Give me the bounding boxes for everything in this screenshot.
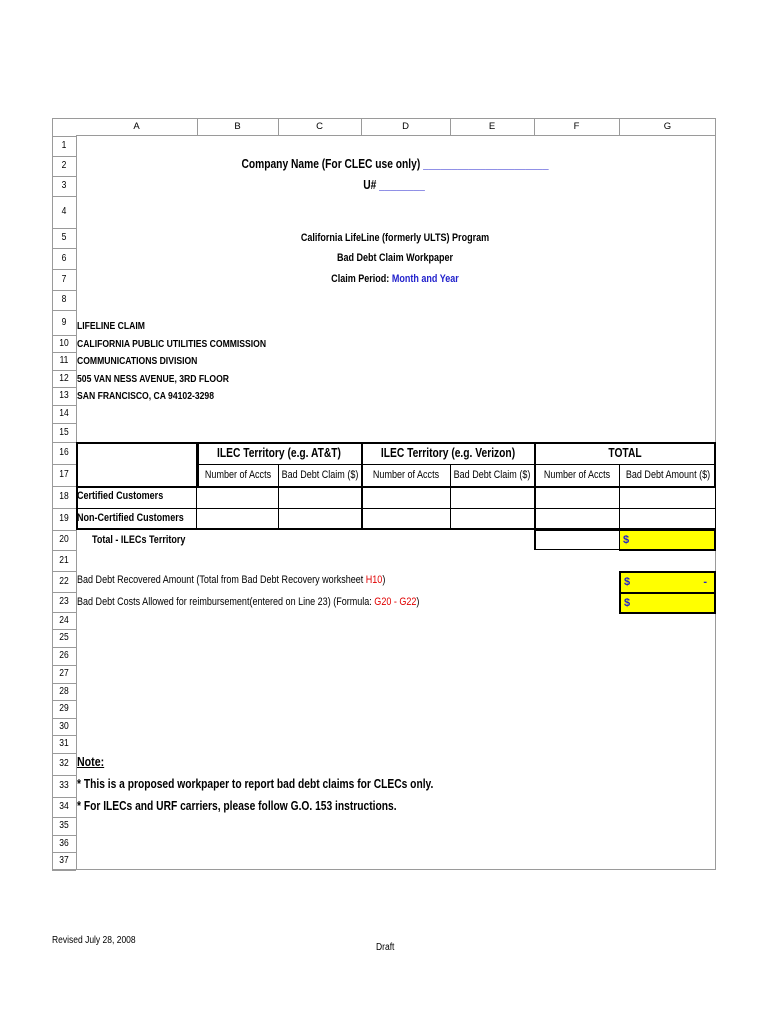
recovered-dollar: $ <box>624 576 631 588</box>
table-col-divider-e <box>450 464 451 530</box>
row-divider <box>52 508 76 509</box>
address-line: SAN FRANCISCO, CA 94102-3298 <box>77 390 215 402</box>
cell-att-certified-accts[interactable] <box>199 488 277 507</box>
row-divider <box>52 228 76 229</box>
row-number[interactable]: 19 <box>59 513 69 524</box>
row-number[interactable]: 18 <box>59 491 69 502</box>
row-number[interactable]: 26 <box>59 650 69 661</box>
allowed-line <box>77 596 419 608</box>
row-divider <box>52 665 76 666</box>
note-line-2: * For ILECs and URF carriers, please follow G.O. 153 instructions. <box>77 799 397 813</box>
total-accts-cell[interactable] <box>534 530 620 550</box>
claim-period-line <box>331 273 459 285</box>
recovered-ref: H10 <box>365 574 383 586</box>
u-number-line <box>363 178 425 192</box>
row-number[interactable]: 21 <box>59 554 69 566</box>
table-header-divider <box>197 464 716 465</box>
note-line-1: * This is a proposed workpaper to report bad debt claims for CLECs only. <box>77 777 434 791</box>
allowed-label: Bad Debt Costs Allowed for reimbursement(entered on Line 23) (Formula: <box>77 596 375 608</box>
row-divider <box>52 775 76 776</box>
row-number[interactable]: 34 <box>59 801 69 812</box>
row-divider <box>52 387 76 388</box>
row-divider <box>52 797 76 798</box>
allowed-ref: G20 - G22 <box>374 596 417 608</box>
address-line: CALIFORNIA PUBLIC UTILITIES COMMISSION <box>77 338 267 350</box>
row-divider <box>52 530 76 531</box>
row-number[interactable]: 9 <box>61 316 67 328</box>
row-divider <box>52 196 76 197</box>
cell-vz-noncert-claim[interactable] <box>452 510 533 528</box>
row-number[interactable]: 20 <box>59 534 69 545</box>
row-number[interactable]: 16 <box>59 447 69 458</box>
row-divider <box>52 629 76 630</box>
note-title: Note: <box>77 755 105 769</box>
total-amount-cell[interactable] <box>619 530 716 551</box>
row-divider <box>52 647 76 648</box>
row-number[interactable]: 6 <box>61 252 67 264</box>
row-divider <box>52 718 76 719</box>
column-header-d[interactable]: D <box>361 118 450 136</box>
total-amount-dollar: $ <box>623 534 630 546</box>
group-header-verizon: ILEC Territory (e.g. Verizon) <box>380 446 516 460</box>
row-divider <box>52 248 76 249</box>
row-number[interactable]: 8 <box>61 294 67 305</box>
row-number[interactable]: 23 <box>59 596 69 607</box>
column-header-divider <box>197 118 198 136</box>
address-line: LIFELINE CLAIM <box>77 320 145 332</box>
table-row-divider <box>76 508 716 509</box>
row-number[interactable]: 15 <box>59 426 69 438</box>
row-number[interactable]: 24 <box>59 614 69 626</box>
column-header-c[interactable]: C <box>278 118 361 136</box>
row-number[interactable]: 5 <box>61 232 67 243</box>
row-divider <box>52 870 76 871</box>
row-number[interactable]: 37 <box>59 855 69 866</box>
row-number[interactable]: 7 <box>61 273 67 285</box>
row-number[interactable]: 14 <box>59 408 69 419</box>
row-number[interactable]: 32 <box>59 758 69 769</box>
subheader-vz-accts: Number of Accts <box>372 469 440 481</box>
subheader-total-amount: Bad Debt Amount ($) <box>625 469 711 481</box>
row-number[interactable]: 22 <box>59 575 69 587</box>
draft-label: Draft <box>376 942 395 953</box>
column-header-divider <box>619 118 620 136</box>
row-divider <box>52 852 76 853</box>
row-divider <box>52 156 76 157</box>
table-col-divider-g <box>619 464 620 530</box>
row-divider <box>52 700 76 701</box>
recovered-line <box>77 574 385 586</box>
u-number-blank[interactable]: ________ <box>379 178 425 192</box>
row-number[interactable]: 35 <box>59 820 69 831</box>
column-header-divider <box>361 118 362 136</box>
column-header-g[interactable]: G <box>619 118 716 136</box>
table-col-divider-c <box>278 464 279 530</box>
row-number[interactable]: 17 <box>59 469 69 480</box>
row-divider <box>52 571 76 572</box>
column-header-e[interactable]: E <box>450 118 534 136</box>
row-divider <box>52 464 76 465</box>
row-label-non-certified: Non-Certified Customers <box>77 512 184 524</box>
row-divider <box>52 405 76 406</box>
row-number[interactable]: 25 <box>59 632 69 643</box>
company-name-line <box>241 157 548 171</box>
subheader-att-claim: Bad Debt Claim ($) <box>281 469 359 481</box>
row-divider <box>52 486 76 487</box>
row-number[interactable]: 13 <box>59 390 69 401</box>
subheader-vz-claim: Bad Debt Claim ($) <box>453 469 531 481</box>
column-header-f[interactable]: F <box>534 118 619 136</box>
row-divider <box>52 290 76 291</box>
subheader-att-accts: Number of Accts <box>204 469 272 481</box>
recovered-amount-cell[interactable] <box>619 571 716 593</box>
row-divider <box>52 176 76 177</box>
recovered-label: Bad Debt Recovered Amount (Total from Bad Debt Recovery worksheet <box>77 574 366 586</box>
row-divider <box>52 423 76 424</box>
row-number[interactable]: 12 <box>59 372 69 384</box>
row-divider <box>52 612 76 613</box>
row-divider <box>52 550 76 551</box>
cell-att-noncert-accts[interactable] <box>199 510 277 528</box>
row-header-top-line <box>52 136 76 137</box>
row-number[interactable]: 28 <box>59 685 69 697</box>
row-number[interactable]: 2 <box>61 160 67 171</box>
cell-vz-certified-claim[interactable] <box>452 488 533 507</box>
group-header-att: ILEC Territory (e.g. AT&T) <box>217 446 341 460</box>
subheader-total-accts: Number of Accts <box>543 469 611 481</box>
row-divider <box>52 352 76 353</box>
column-header-divider <box>534 118 535 136</box>
row-divider <box>52 269 76 270</box>
company-name-label: Company Name (For CLEC use only) <box>241 157 421 171</box>
company-name-blank[interactable]: ______________________ <box>423 157 549 171</box>
recovered-close: ) <box>382 574 386 586</box>
claim-period-label: Claim Period: <box>331 273 390 285</box>
row-divider <box>52 442 76 443</box>
row-number[interactable]: 36 <box>59 837 69 849</box>
column-header-a[interactable]: A <box>76 118 197 136</box>
column-header-b[interactable]: B <box>197 118 278 136</box>
row-number[interactable]: 4 <box>61 206 67 217</box>
row-number[interactable]: 3 <box>61 180 67 191</box>
row-number[interactable]: 27 <box>59 668 69 679</box>
cell-vz-certified-accts[interactable] <box>363 488 449 507</box>
address-line: 505 VAN NESS AVENUE, 3RD FLOOR <box>77 373 229 385</box>
program-title: California LifeLine (formerly ULTS) Program <box>300 232 490 244</box>
row-divider <box>52 753 76 754</box>
column-header-divider <box>450 118 451 136</box>
total-ilec-label: Total - ILECs Territory <box>92 534 186 546</box>
row-number[interactable]: 33 <box>59 780 69 791</box>
row-divider <box>52 335 76 336</box>
allowed-close: ) <box>416 596 420 608</box>
cell-att-noncert-claim[interactable] <box>280 510 360 528</box>
row-divider <box>52 683 76 684</box>
row-number[interactable]: 30 <box>59 720 69 732</box>
row-number[interactable]: 29 <box>59 703 69 714</box>
row-number[interactable]: 10 <box>59 337 69 349</box>
row-divider <box>52 817 76 818</box>
column-header-divider <box>278 118 279 136</box>
row-number[interactable]: 1 <box>61 140 67 151</box>
row-divider <box>52 835 76 836</box>
cell-att-certified-claim[interactable] <box>280 488 360 507</box>
workpaper-title: Bad Debt Claim Workpaper <box>336 252 454 264</box>
cell-vz-noncert-accts[interactable] <box>363 510 449 528</box>
row-number[interactable]: 11 <box>59 355 69 366</box>
claim-period-value[interactable]: Month and Year <box>391 273 459 285</box>
row-divider <box>52 310 76 311</box>
u-number-label: U# <box>363 178 377 192</box>
recovered-value: - <box>703 576 707 588</box>
row-number[interactable]: 31 <box>59 738 69 749</box>
row-label-certified: Certified Customers <box>77 490 164 502</box>
address-line: COMMUNICATIONS DIVISION <box>77 355 198 367</box>
row-divider <box>52 735 76 736</box>
row-divider <box>52 370 76 371</box>
allowed-dollar: $ <box>624 597 631 609</box>
group-header-total: TOTAL <box>608 446 642 460</box>
allowed-amount-cell[interactable] <box>619 592 716 614</box>
revised-date: Revised July 28, 2008 <box>52 935 136 946</box>
row-divider <box>52 592 76 593</box>
